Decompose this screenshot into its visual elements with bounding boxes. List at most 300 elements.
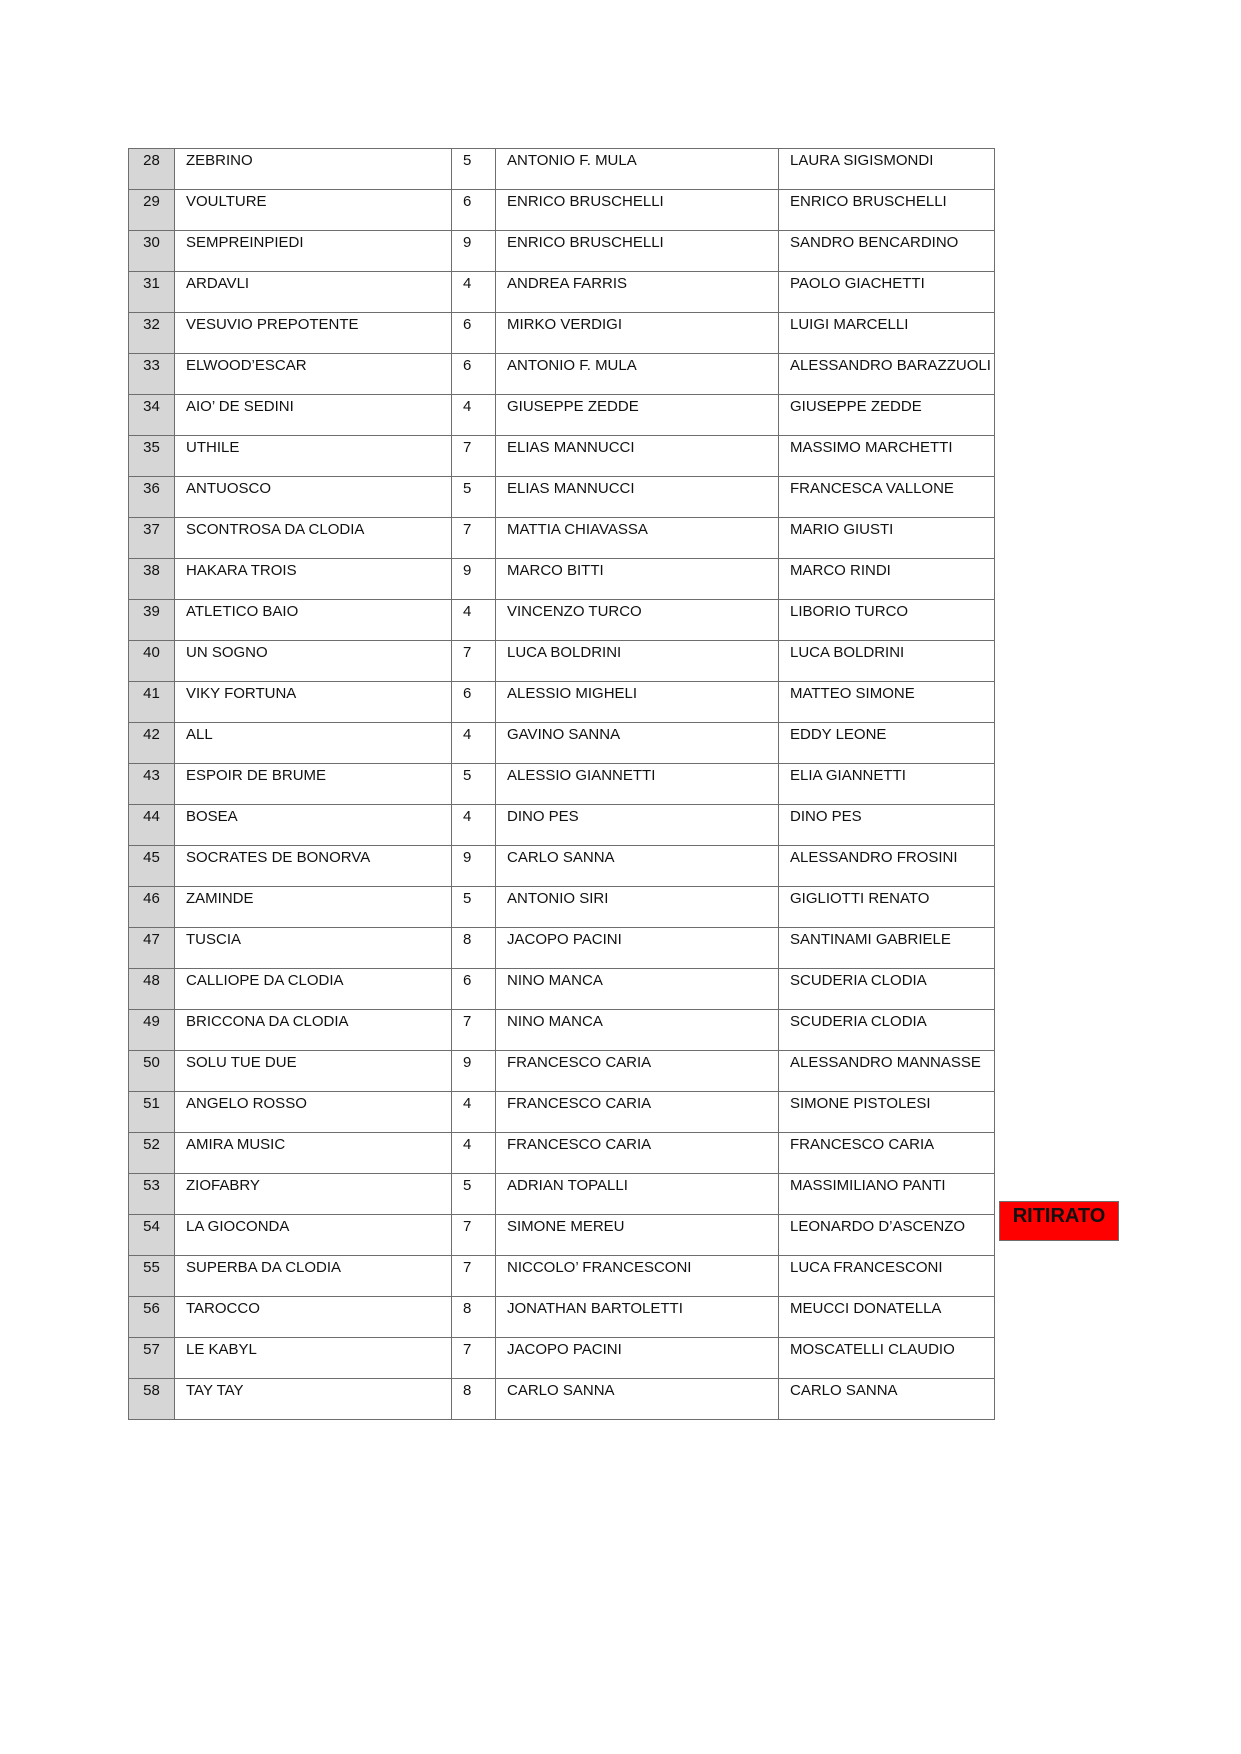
entry-number-cell — [129, 1133, 175, 1174]
entry-number-cell — [129, 887, 175, 928]
horse-age-cell — [452, 354, 496, 395]
horse-name: SUPERBA DA CLODIA — [186, 1259, 342, 1276]
rider-name-cell — [496, 354, 779, 395]
horse-name: SOLU TUE DUE — [186, 1054, 297, 1071]
horse-name: ALL — [186, 726, 213, 743]
table-row — [129, 641, 995, 682]
horse-age: 4 — [463, 603, 472, 620]
rider-name-cell — [496, 1379, 779, 1420]
rider-name-cell — [496, 723, 779, 764]
table-row — [129, 1338, 995, 1379]
owner-name-cell — [779, 1174, 995, 1215]
entry-number-cell — [129, 1092, 175, 1133]
entries-table-body — [129, 149, 995, 1420]
owner-name-cell — [779, 764, 995, 805]
horse-name: ZEBRINO — [186, 152, 253, 169]
owner-name: DINO PES — [790, 808, 862, 825]
table-row — [129, 1297, 995, 1338]
rider-name: SIMONE MEREU — [507, 1218, 625, 1235]
horse-name: VIKY FORTUNA — [186, 685, 297, 702]
entry-number-cell — [129, 805, 175, 846]
owner-name-cell — [779, 682, 995, 723]
entry-number: 55 — [143, 1259, 160, 1276]
owner-name: GIGLIOTTI RENATO — [790, 890, 930, 907]
owner-name-cell — [779, 1338, 995, 1379]
horse-name-cell — [175, 559, 452, 600]
horse-age-cell — [452, 149, 496, 190]
entry-number-cell — [129, 600, 175, 641]
horse-name-cell — [175, 1215, 452, 1256]
entry-number-cell — [129, 1010, 175, 1051]
owner-name: LAURA SIGISMONDI — [790, 152, 934, 169]
owner-name: SCUDERIA CLODIA — [790, 1013, 927, 1030]
entry-number-cell — [129, 1051, 175, 1092]
entries-table — [128, 148, 995, 1420]
rider-name-cell — [496, 231, 779, 272]
table-row — [129, 518, 995, 559]
horse-name: UTHILE — [186, 439, 240, 456]
entry-number: 40 — [143, 644, 160, 661]
owner-name: MATTEO SIMONE — [790, 685, 915, 702]
rider-name-cell — [496, 846, 779, 887]
owner-name: LIBORIO TURCO — [790, 603, 909, 620]
rider-name: MATTIA CHIAVASSA — [507, 521, 648, 538]
entry-number: 50 — [143, 1054, 160, 1071]
horse-name: ARDAVLI — [186, 275, 250, 292]
rider-name-cell — [496, 395, 779, 436]
horse-age-cell — [452, 1051, 496, 1092]
entry-number-cell — [129, 477, 175, 518]
owner-name: FRANCESCO CARIA — [790, 1136, 935, 1153]
table-row — [129, 1174, 995, 1215]
owner-name-cell — [779, 518, 995, 559]
table-row — [129, 600, 995, 641]
horse-age-cell — [452, 641, 496, 682]
rider-name: CARLO SANNA — [507, 1382, 615, 1399]
table-row — [129, 969, 995, 1010]
entry-number: 53 — [143, 1177, 160, 1194]
horse-age: 9 — [463, 849, 472, 866]
entry-number: 57 — [143, 1341, 160, 1358]
horse-age: 7 — [463, 644, 472, 661]
entry-number-cell — [129, 641, 175, 682]
table-row — [129, 1010, 995, 1051]
entry-number: 30 — [143, 234, 160, 251]
owner-name-cell — [779, 313, 995, 354]
table-row — [129, 928, 995, 969]
horse-name: HAKARA TROIS — [186, 562, 297, 579]
owner-name: MARIO GIUSTI — [790, 521, 894, 538]
entry-number-cell — [129, 559, 175, 600]
entry-number-cell — [129, 969, 175, 1010]
horse-age-cell — [452, 559, 496, 600]
entry-number: 36 — [143, 480, 160, 497]
owner-name-cell — [779, 354, 995, 395]
rider-name-cell — [496, 641, 779, 682]
owner-name-cell — [779, 1215, 995, 1256]
horse-age-cell — [452, 1297, 496, 1338]
entry-number: 34 — [143, 398, 160, 415]
rider-name-cell — [496, 600, 779, 641]
rider-name: ANTONIO F. MULA — [507, 152, 637, 169]
horse-age-cell — [452, 1133, 496, 1174]
horse-age: 4 — [463, 1136, 472, 1153]
horse-age-cell — [452, 1010, 496, 1051]
entry-number: 48 — [143, 972, 160, 989]
entry-number-cell — [129, 682, 175, 723]
horse-name: TUSCIA — [186, 931, 242, 948]
owner-name: MASSIMILIANO PANTI — [790, 1177, 946, 1194]
entry-number-cell — [129, 231, 175, 272]
owner-name: LUIGI MARCELLI — [790, 316, 909, 333]
table-row — [129, 559, 995, 600]
rider-name: FRANCESCO CARIA — [507, 1136, 652, 1153]
owner-name: FRANCESCA VALLONE — [790, 480, 954, 497]
horse-age: 6 — [463, 685, 472, 702]
owner-name-cell — [779, 1256, 995, 1297]
horse-name-cell — [175, 518, 452, 559]
rider-name-cell — [496, 1215, 779, 1256]
horse-age: 6 — [463, 357, 472, 374]
horse-name-cell — [175, 395, 452, 436]
horse-name-cell — [175, 190, 452, 231]
owner-name: MARCO RINDI — [790, 562, 891, 579]
owner-name-cell — [779, 1051, 995, 1092]
horse-name-cell — [175, 682, 452, 723]
table-row — [129, 805, 995, 846]
table-row — [129, 477, 995, 518]
table-row — [129, 1051, 995, 1092]
entry-number-cell — [129, 846, 175, 887]
horse-name: SCONTROSA DA CLODIA — [186, 521, 365, 538]
horse-name: TAROCCO — [186, 1300, 260, 1317]
entry-number-cell — [129, 436, 175, 477]
rider-name-cell — [496, 805, 779, 846]
horse-name-cell — [175, 354, 452, 395]
horse-name-cell — [175, 1051, 452, 1092]
horse-age-cell — [452, 1256, 496, 1297]
horse-age-cell — [452, 805, 496, 846]
owner-name-cell — [779, 600, 995, 641]
owner-name-cell — [779, 1297, 995, 1338]
horse-age: 4 — [463, 1095, 472, 1112]
owner-name-cell — [779, 805, 995, 846]
entry-number: 45 — [143, 849, 160, 866]
table-row — [129, 272, 995, 313]
horse-name-cell — [175, 887, 452, 928]
table-row — [129, 1215, 995, 1256]
horse-age: 7 — [463, 1013, 472, 1030]
entry-number: 46 — [143, 890, 160, 907]
horse-age-cell — [452, 1338, 496, 1379]
table-row — [129, 887, 995, 928]
owner-name: MEUCCI DONATELLA — [790, 1300, 942, 1317]
horse-name: AMIRA MUSIC — [186, 1136, 286, 1153]
owner-name: ALESSANDRO FROSINI — [790, 849, 958, 866]
rider-name: DINO PES — [507, 808, 579, 825]
entry-number-cell — [129, 272, 175, 313]
entry-number-cell — [129, 1297, 175, 1338]
horse-age-cell — [452, 887, 496, 928]
horse-name: VOULTURE — [186, 193, 267, 210]
horse-name: ANTUOSCO — [186, 480, 272, 497]
horse-age: 7 — [463, 1341, 472, 1358]
horse-name-cell — [175, 1297, 452, 1338]
horse-age: 5 — [463, 152, 472, 169]
horse-age: 7 — [463, 521, 472, 538]
table-row — [129, 723, 995, 764]
entry-number: 42 — [143, 726, 160, 743]
entry-number: 39 — [143, 603, 160, 620]
owner-name: CARLO SANNA — [790, 1382, 898, 1399]
horse-age: 4 — [463, 808, 472, 825]
owner-name-cell — [779, 272, 995, 313]
entry-number-cell — [129, 1215, 175, 1256]
rider-name: CARLO SANNA — [507, 849, 615, 866]
horse-name: CALLIOPE DA CLODIA — [186, 972, 344, 989]
owner-name-cell — [779, 1133, 995, 1174]
horse-name: LE KABYL — [186, 1341, 257, 1358]
horse-age: 7 — [463, 1218, 472, 1235]
horse-age-cell — [452, 1174, 496, 1215]
rider-name: MARCO BITTI — [507, 562, 604, 579]
horse-name-cell — [175, 1133, 452, 1174]
rider-name-cell — [496, 518, 779, 559]
owner-name: ENRICO BRUSCHELLI — [790, 193, 947, 210]
owner-name-cell — [779, 231, 995, 272]
withdrawn-badge: RITIRATO — [999, 1201, 1119, 1241]
horse-name-cell — [175, 1379, 452, 1420]
entry-number: 54 — [143, 1218, 160, 1235]
horse-age-cell — [452, 231, 496, 272]
rider-name-cell — [496, 1092, 779, 1133]
table-row — [129, 395, 995, 436]
horse-age: 4 — [463, 726, 472, 743]
horse-name-cell — [175, 313, 452, 354]
horse-age: 6 — [463, 972, 472, 989]
rider-name: ADRIAN TOPALLI — [507, 1177, 628, 1194]
horse-name: ZAMINDE — [186, 890, 254, 907]
horse-name-cell — [175, 149, 452, 190]
horse-age: 8 — [463, 931, 472, 948]
rider-name: JONATHAN BARTOLETTI — [507, 1300, 683, 1317]
entry-number-cell — [129, 518, 175, 559]
entry-number-cell — [129, 395, 175, 436]
rider-name-cell — [496, 1174, 779, 1215]
entry-number-cell — [129, 190, 175, 231]
entry-number: 37 — [143, 521, 160, 538]
horse-age: 7 — [463, 439, 472, 456]
rider-name-cell — [496, 1338, 779, 1379]
horse-name: SOCRATES DE BONORVA — [186, 849, 371, 866]
table-row — [129, 682, 995, 723]
horse-name: UN SOGNO — [186, 644, 268, 661]
table-row — [129, 190, 995, 231]
horse-age-cell — [452, 1092, 496, 1133]
rider-name: ENRICO BRUSCHELLI — [507, 193, 664, 210]
owner-name: LUCA FRANCESCONI — [790, 1259, 943, 1276]
rider-name-cell — [496, 313, 779, 354]
rider-name: MIRKO VERDIGI — [507, 316, 623, 333]
table-row — [129, 231, 995, 272]
owner-name: MASSIMO MARCHETTI — [790, 439, 953, 456]
owner-name: PAOLO GIACHETTI — [790, 275, 925, 292]
horse-age-cell — [452, 190, 496, 231]
horse-age-cell — [452, 518, 496, 559]
rider-name: ANTONIO SIRI — [507, 890, 609, 907]
entry-number-cell — [129, 1174, 175, 1215]
horse-age-cell — [452, 928, 496, 969]
horse-age-cell — [452, 477, 496, 518]
horse-name: VESUVIO PREPOTENTE — [186, 316, 359, 333]
horse-age-cell — [452, 395, 496, 436]
horse-name-cell — [175, 764, 452, 805]
owner-name: ELIA GIANNETTI — [790, 767, 906, 784]
horse-name-cell — [175, 1174, 452, 1215]
horse-age-cell — [452, 600, 496, 641]
rider-name-cell — [496, 559, 779, 600]
horse-age: 5 — [463, 1177, 472, 1194]
rider-name: NINO MANCA — [507, 972, 603, 989]
horse-name-cell — [175, 436, 452, 477]
horse-age-cell — [452, 969, 496, 1010]
rider-name: ALESSIO MIGHELI — [507, 685, 638, 702]
horse-age: 7 — [463, 1259, 472, 1276]
rider-name-cell — [496, 272, 779, 313]
owner-name-cell — [779, 190, 995, 231]
table-row — [129, 764, 995, 805]
owner-name: EDDY LEONE — [790, 726, 887, 743]
owner-name-cell — [779, 1010, 995, 1051]
horse-age: 6 — [463, 316, 472, 333]
owner-name: SCUDERIA CLODIA — [790, 972, 927, 989]
owner-name-cell — [779, 969, 995, 1010]
rider-name: GAVINO SANNA — [507, 726, 621, 743]
rider-name-cell — [496, 1051, 779, 1092]
entry-number: 51 — [143, 1095, 160, 1112]
owner-name-cell — [779, 723, 995, 764]
horse-name: ANGELO ROSSO — [186, 1095, 307, 1112]
entry-number-cell — [129, 354, 175, 395]
horse-name-cell — [175, 1256, 452, 1297]
rider-name: NINO MANCA — [507, 1013, 603, 1030]
owner-name-cell — [779, 887, 995, 928]
horse-age-cell — [452, 272, 496, 313]
entry-number: 58 — [143, 1382, 160, 1399]
horse-age: 9 — [463, 234, 472, 251]
horse-age-cell — [452, 1215, 496, 1256]
horse-name: ZIOFABRY — [186, 1177, 260, 1194]
rider-name-cell — [496, 1010, 779, 1051]
entry-number-cell — [129, 723, 175, 764]
horse-name-cell — [175, 969, 452, 1010]
rider-name: ALESSIO GIANNETTI — [507, 767, 656, 784]
entry-number: 41 — [143, 685, 160, 702]
horse-name: ELWOOD’ESCAR — [186, 357, 307, 374]
rider-name-cell — [496, 764, 779, 805]
rider-name: ANTONIO F. MULA — [507, 357, 637, 374]
horse-age-cell — [452, 436, 496, 477]
horse-age: 8 — [463, 1382, 472, 1399]
horse-age: 6 — [463, 193, 472, 210]
horse-name-cell — [175, 805, 452, 846]
horse-name-cell — [175, 1338, 452, 1379]
rider-name: NICCOLO’ FRANCESCONI — [507, 1259, 692, 1276]
horse-age: 4 — [463, 398, 472, 415]
entry-number: 35 — [143, 439, 160, 456]
owner-name: LUCA BOLDRINI — [790, 644, 905, 661]
horse-age-cell — [452, 1379, 496, 1420]
entry-number: 56 — [143, 1300, 160, 1317]
rider-name-cell — [496, 436, 779, 477]
rider-name: JACOPO PACINI — [507, 1341, 622, 1358]
horse-name: BOSEA — [186, 808, 238, 825]
horse-name: ESPOIR DE BRUME — [186, 767, 327, 784]
owner-name-cell — [779, 559, 995, 600]
owner-name: ALESSANDRO MANNASSE — [790, 1054, 981, 1071]
owner-name: ALESSANDRO BARAZZUOLI — [790, 357, 991, 374]
horse-age: 9 — [463, 1054, 472, 1071]
rider-name: JACOPO PACINI — [507, 931, 622, 948]
table-row — [129, 313, 995, 354]
owner-name: SIMONE PISTOLESI — [790, 1095, 931, 1112]
table-row — [129, 1133, 995, 1174]
rider-name: ENRICO BRUSCHELLI — [507, 234, 664, 251]
horse-age: 9 — [463, 562, 472, 579]
entry-number: 44 — [143, 808, 160, 825]
horse-age-cell — [452, 764, 496, 805]
table-row — [129, 354, 995, 395]
rider-name-cell — [496, 1133, 779, 1174]
entry-number: 43 — [143, 767, 160, 784]
owner-name-cell — [779, 641, 995, 682]
horse-age: 5 — [463, 767, 472, 784]
rider-name: ELIAS MANNUCCI — [507, 439, 635, 456]
horse-name: LA GIOCONDA — [186, 1218, 290, 1235]
rider-name: ELIAS MANNUCCI — [507, 480, 635, 497]
rider-name: ANDREA FARRIS — [507, 275, 628, 292]
horse-age: 8 — [463, 1300, 472, 1317]
entry-number: 28 — [143, 152, 160, 169]
entry-number: 47 — [143, 931, 160, 948]
entry-number: 38 — [143, 562, 160, 579]
table-row — [129, 1256, 995, 1297]
owner-name-cell — [779, 1379, 995, 1420]
owner-name-cell — [779, 477, 995, 518]
entry-number: 52 — [143, 1136, 160, 1153]
horse-name-cell — [175, 477, 452, 518]
entry-number: 29 — [143, 193, 160, 210]
entry-number: 31 — [143, 275, 160, 292]
rider-name-cell — [496, 682, 779, 723]
rider-name-cell — [496, 928, 779, 969]
table-row — [129, 846, 995, 887]
owner-name: LEONARDO D’ASCENZO — [790, 1218, 966, 1235]
owner-name: GIUSEPPE ZEDDE — [790, 398, 922, 415]
rider-name-cell — [496, 477, 779, 518]
horse-name: BRICCONA DA CLODIA — [186, 1013, 349, 1030]
owner-name-cell — [779, 928, 995, 969]
horse-age-cell — [452, 313, 496, 354]
horse-name-cell — [175, 1092, 452, 1133]
entry-number: 32 — [143, 316, 160, 333]
rider-name: FRANCESCO CARIA — [507, 1054, 652, 1071]
rider-name-cell — [496, 1256, 779, 1297]
entry-number-cell — [129, 1338, 175, 1379]
rider-name: VINCENZO TURCO — [507, 603, 642, 620]
entry-number-cell — [129, 1379, 175, 1420]
owner-name-cell — [779, 149, 995, 190]
